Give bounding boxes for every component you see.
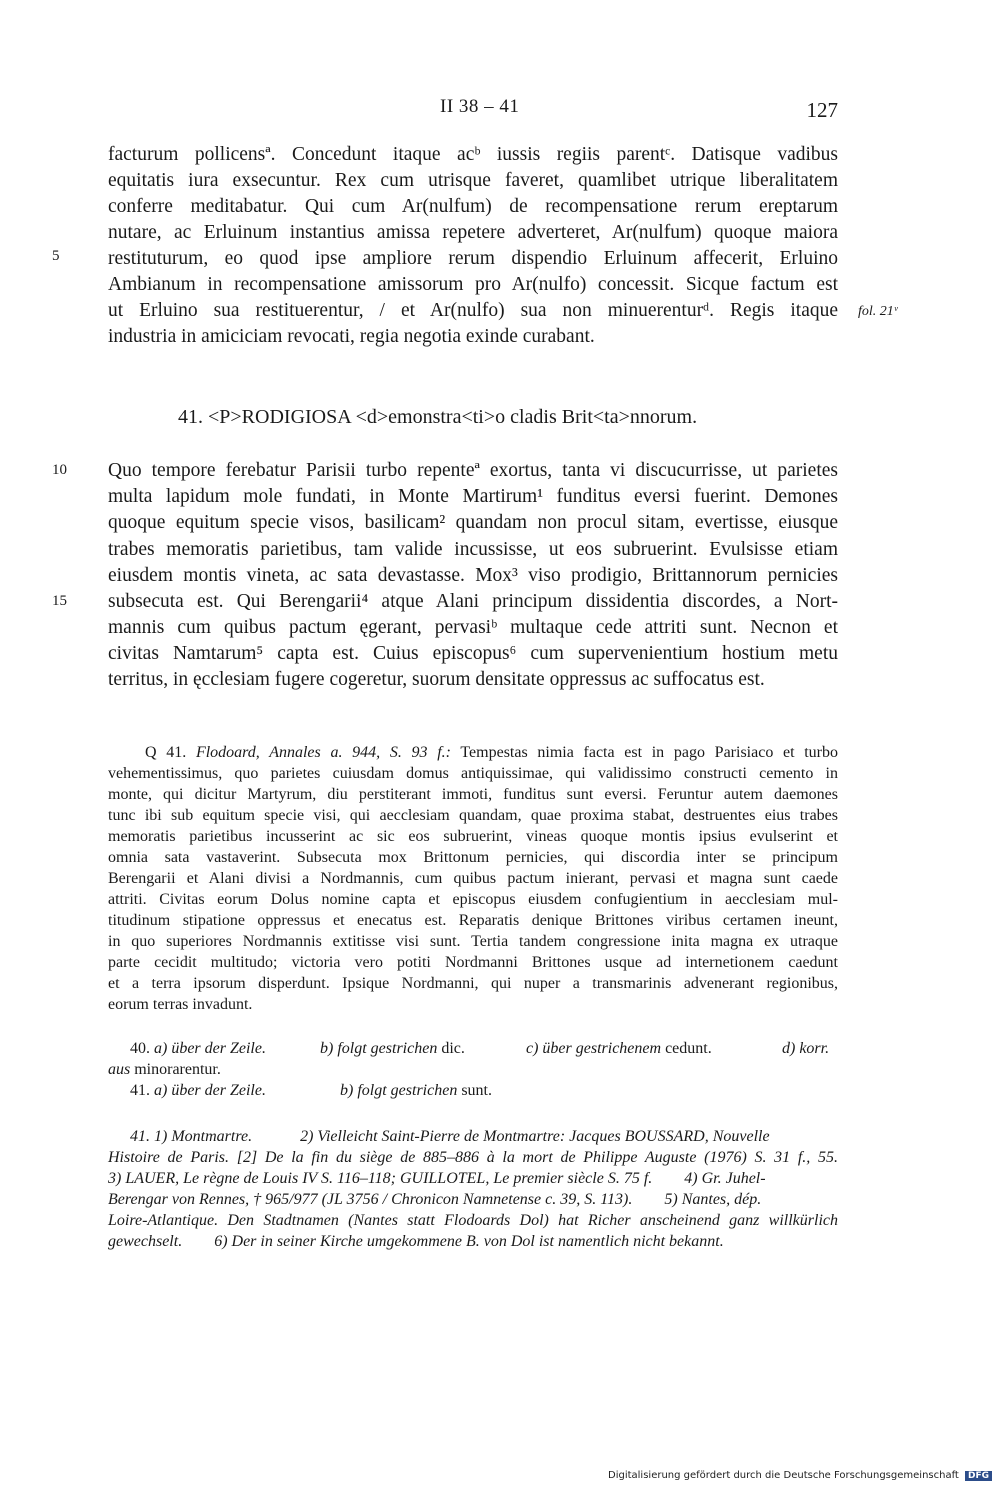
text-line: Ambianum in recompensatione amissorum pro Ar(nulfo) concessit. Sicque factum est: [108, 274, 838, 295]
text-line: Berengarii et Alani divisi a Nordmannis, cum quibus pactum inierant, pervasi et magna sunt caede: [108, 870, 838, 887]
text-line: nutare, ac Erluinum instantius amissa repetere adverteret, Ar(nulfum) quoque maiora: [108, 222, 838, 243]
apparatus-note: b) folgt gestrichen: [340, 1082, 458, 1099]
dfg-logo: DFG: [965, 1471, 992, 1481]
credit-text: Digitalisierung gefördert durch die Deutsche Forschungsgemeinschaft: [608, 1470, 959, 1481]
apparatus-note: a) über der Zeile.: [154, 1082, 266, 1099]
folio-margin-note: fol. 21ᵛ: [858, 304, 898, 319]
text-line: et a terra ipsorum disperdunt. Ipsique Nordmanni, qui nuper a transmarinis advenerant regionibus,: [108, 975, 838, 992]
text-line: eorum terras invadunt.: [108, 996, 253, 1013]
text-line: quoque equitum specie visos, basilicam² quandam non procul sitam, evertisse, eiusque: [108, 512, 838, 533]
text-line: Quo tempore ferebatur Parisii turbo repenteª exortus, tanta vi discucurrisse, ut parietes: [108, 460, 838, 481]
apparatus-note: c) über gestrichenem: [526, 1040, 662, 1057]
apparatus-40c: [526, 1040, 712, 1058]
text-line: equitatis iura exsecuntur. Rex cum utrisque faveret, quamlibet utrique liberalitatem: [108, 170, 838, 191]
text-line: in quo superiores Nordmannis extitisse visi sunt. Tertia tandem congressione inita magna ex utraque: [108, 933, 838, 950]
commentary-line: 41. 1) Montmartre. 2) Vielleicht Saint-Pierre de Montmartre: Jacques BOUSSARD, Nouvelle: [130, 1128, 770, 1145]
apparatus-word: sunt.: [461, 1082, 492, 1099]
apparatus-41-line: [130, 1082, 266, 1100]
source-note-label: Q 41.: [145, 744, 187, 761]
commentary-line: Histoire de Paris. [2] De la fin du siège de 885–886 à la mort de Philippe Auguste (1976) S. 31 f., 55.: [108, 1149, 838, 1166]
text-line: subsecuta est. Qui Berengarii⁴ atque Alani principum dissidentia discordes, a Nort-: [108, 591, 838, 612]
page-number: 127: [806, 98, 838, 122]
source-note-ref: Flodoard, Annales a. 944, S. 93 f.:: [195, 744, 451, 761]
line-number: 5: [52, 248, 60, 264]
text-line: mannis cum quibus pactum ęgerant, pervasiᵇ multaque cede attriti sunt. Necnon et: [108, 617, 838, 638]
text-line: civitas Namtarum⁵ capta est. Cuius episcopus⁶ cum supervenientium hostium metu: [108, 643, 838, 664]
text-line: ut Erluino sua restituerentur, / et Ar(nulfo) sua non minuerenturᵈ. Regis itaque: [108, 300, 838, 321]
text-line: tunc ibi sub equitum specie visi, qui aecclesiam quandam, quae proxima stabat, destruentes eius trabes: [108, 807, 838, 824]
apparatus-40d-cont: [108, 1061, 221, 1079]
text-line: multa lapidum mole fundati, in Monte Martirum¹ funditus eversi fuerint. Demones: [108, 486, 838, 507]
apparatus-note: aus: [108, 1061, 131, 1078]
text-line: territus, in ęcclesiam fugere cogeretur, suorum densitate oppressus ac suffocatus est.: [108, 669, 765, 690]
running-head: II 38 – 41: [440, 96, 520, 117]
apparatus-40d: d) korr.: [782, 1040, 830, 1057]
apparatus-note: a) über der Zeile.: [154, 1040, 266, 1057]
line-number: 15: [52, 593, 67, 609]
section-heading: 41. <P>RODIGIOSA <d>emonstra<ti>o cladis Brit<ta>nnorum.: [178, 406, 698, 428]
apparatus-word: minorarentur.: [134, 1061, 221, 1078]
text-line: monte, qui dicitur Martyrum, diu perstiterant immoti, funditus sunt eversi. Feruntur autem daemones: [108, 786, 838, 803]
text-line: restituturum, eo quod ipse ampliore rerum dispendio Erluinum affecerit, Erluino: [108, 248, 838, 269]
text-line: omnia sata vastaverint. Subsecuta mox Brittonum pernicies, qui discordia inter se principum: [108, 849, 838, 866]
text-line: eiusdem montis vineta, ac sata devastasse. Mox³ viso prodigio, Brittannorum pernicies: [108, 565, 838, 586]
commentary-line: Berengar von Rennes, † 965/977 (JL 3756 / Chronicon Namnetense c. 39, S. 113). 5) Nantes, dép.: [108, 1191, 762, 1208]
dfg-credit: [608, 1470, 992, 1481]
text-line: parte cecidit multitudo; victoria vero potiti Nordmanni Brittones usque ad internetionem caedunt: [108, 954, 838, 971]
text-line: Tempestas nimia facta est in pago Parisiaco et turbo: [460, 744, 839, 761]
text-line: trabes memoratis parietibus, tam valide incussisse, ut eos subruerint. Evulsisse etiam: [108, 539, 838, 560]
text-line: facturum pollicensª. Concedunt itaque acᵇ iussis regiis parentᶜ. Datisque vadibus: [108, 144, 838, 165]
apparatus-word: dic.: [441, 1040, 465, 1057]
commentary-line: Loire-Atlantique. Den Stadtnamen (Nantes statt Flodoards Dol) hat Richer anscheinend ganz willkürlich: [108, 1212, 838, 1229]
apparatus-note: b) folgt gestrichen: [320, 1040, 438, 1057]
text-line: memoratis parietibus incusserint ac sic eos subruerint, vineas quoque montis ipsius evulserint et: [108, 828, 838, 845]
apparatus-41b: [340, 1082, 492, 1100]
apparatus-label: 40.: [130, 1040, 150, 1057]
commentary-line: gewechselt. 6) Der in seiner Kirche umgekommene B. von Dol ist namentlich nicht bekannt.: [108, 1233, 724, 1250]
apparatus-40-line: [130, 1040, 266, 1058]
commentary-line: 3) LAUER, Le règne de Louis IV S. 116–118; GUILLOTEL, Le premier siècle S. 75 f. 4) Gr. Juhel-: [108, 1170, 766, 1187]
source-note-first-line: [145, 742, 838, 763]
apparatus-word: cedunt.: [665, 1040, 712, 1057]
line-number: 10: [52, 462, 67, 478]
apparatus-label: 41.: [130, 1082, 150, 1099]
text-line: attriti. Civitas eorum Dolus nomine capta et episcopus eiusdem confugientium in aecclesiam mul-: [108, 891, 838, 908]
text-line: conferre meditabatur. Qui cum Ar(nulfum) de recompensatione rerum ereptarum: [108, 196, 838, 217]
text-line: titudinum stipatione oppressus et enecatus est. Reparatis denique Brittones viribus certamen ineunt,: [108, 912, 838, 929]
text-line: vehementissimus, quo parietes cuiusdam domus antiquissimae, qui validissimo constructi cemento in: [108, 765, 838, 782]
text-line: industria in amiciciam revocati, regia negotia exinde curabant.: [108, 326, 595, 347]
apparatus-40b: [320, 1040, 465, 1058]
